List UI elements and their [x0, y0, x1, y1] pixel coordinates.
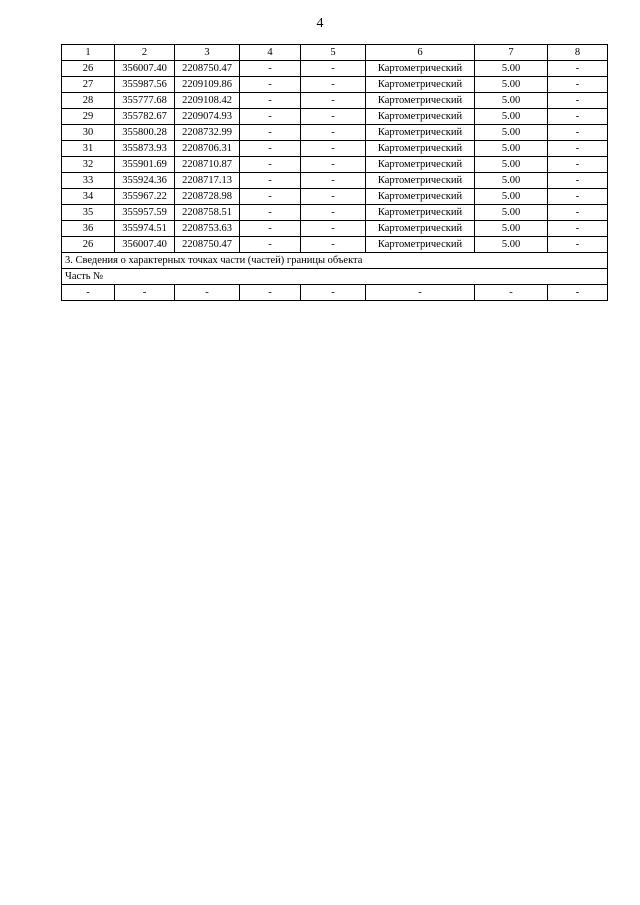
- table-cell: 26: [62, 237, 115, 253]
- table-cell: -: [301, 189, 366, 205]
- table-cell: 4: [240, 45, 301, 61]
- table-cell: 2208758.51: [175, 205, 240, 221]
- section-title-row: [62, 253, 608, 269]
- table-cell: 355987.56: [115, 77, 175, 93]
- table-cell: 2208706.31: [175, 141, 240, 157]
- table-row: [62, 221, 608, 237]
- table-cell: -: [548, 109, 608, 125]
- coordinates-table: [61, 44, 608, 301]
- table-cell: 2209074.93: [175, 109, 240, 125]
- table-cell: -: [301, 61, 366, 77]
- table-cell: -: [548, 157, 608, 173]
- table-row: [62, 141, 608, 157]
- table-cell: 2208750.47: [175, 237, 240, 253]
- table-cell: 5.00: [475, 205, 548, 221]
- table-cell: -: [240, 205, 301, 221]
- table-cell: Картометрический: [366, 93, 475, 109]
- table-cell: Картометрический: [366, 109, 475, 125]
- table-row: [62, 157, 608, 173]
- part-label-row: [62, 269, 608, 285]
- table-cell: 27: [62, 77, 115, 93]
- table-cell: 5.00: [475, 189, 548, 205]
- table-row: [62, 237, 608, 253]
- table-cell: 8: [548, 45, 608, 61]
- table-cell: 31: [62, 141, 115, 157]
- table-cell: -: [301, 141, 366, 157]
- table-cell: -: [548, 173, 608, 189]
- table-cell: Картометрический: [366, 125, 475, 141]
- table-cell: 5.00: [475, 61, 548, 77]
- part-label: Часть №: [62, 269, 608, 285]
- table-cell: Картометрический: [366, 77, 475, 93]
- table-cell: 7: [475, 45, 548, 61]
- table-cell: Картометрический: [366, 141, 475, 157]
- table-cell: 355967.22: [115, 189, 175, 205]
- table-row: [62, 61, 608, 77]
- table-cell: 5.00: [475, 141, 548, 157]
- table-cell: 355957.59: [115, 205, 175, 221]
- table-cell: -: [240, 77, 301, 93]
- table-cell: 2208750.47: [175, 61, 240, 77]
- table-cell: -: [62, 285, 115, 301]
- table-cell: -: [548, 221, 608, 237]
- table-cell: Картометрический: [366, 189, 475, 205]
- table-cell: Картометрический: [366, 157, 475, 173]
- table-cell: -: [548, 61, 608, 77]
- table-cell: 355777.68: [115, 93, 175, 109]
- table-cell: -: [115, 285, 175, 301]
- table-row: [62, 189, 608, 205]
- table-cell: -: [301, 285, 366, 301]
- table-cell: 2209109.86: [175, 77, 240, 93]
- table-empty-row: [62, 285, 608, 301]
- table-cell: -: [240, 157, 301, 173]
- table-row: [62, 205, 608, 221]
- table-row: [62, 93, 608, 109]
- table-cell: -: [301, 157, 366, 173]
- table-cell: -: [240, 125, 301, 141]
- table-cell: 5.00: [475, 93, 548, 109]
- table-cell: 2208728.98: [175, 189, 240, 205]
- table-cell: 355901.69: [115, 157, 175, 173]
- page-number: 4: [316, 16, 324, 31]
- table-cell: 30: [62, 125, 115, 141]
- table-cell: 356007.40: [115, 237, 175, 253]
- table-cell: 2208717.13: [175, 173, 240, 189]
- table-cell: 355974.51: [115, 221, 175, 237]
- table-cell: 355782.67: [115, 109, 175, 125]
- table-cell: Картометрический: [366, 61, 475, 77]
- table-cell: -: [548, 237, 608, 253]
- table-cell: -: [548, 141, 608, 157]
- table-cell: -: [240, 141, 301, 157]
- table-cell: -: [548, 205, 608, 221]
- table-cell: -: [301, 93, 366, 109]
- table-cell: 1: [62, 45, 115, 61]
- table-cell: 6: [366, 45, 475, 61]
- table-cell: 35: [62, 205, 115, 221]
- table-cell: 5.00: [475, 173, 548, 189]
- table-cell: -: [366, 285, 475, 301]
- table-cell: -: [301, 205, 366, 221]
- table-cell: -: [301, 237, 366, 253]
- table-cell: 2208732.99: [175, 125, 240, 141]
- table-cell: -: [548, 93, 608, 109]
- table-cell: -: [240, 173, 301, 189]
- table-cell: -: [548, 77, 608, 93]
- table-cell: 355873.93: [115, 141, 175, 157]
- table-cell: 2208710.87: [175, 157, 240, 173]
- table-cell: 5.00: [475, 221, 548, 237]
- table-cell: 5.00: [475, 77, 548, 93]
- table-cell: 26: [62, 61, 115, 77]
- table-cell: -: [240, 237, 301, 253]
- table-cell: 32: [62, 157, 115, 173]
- table-cell: 5: [301, 45, 366, 61]
- table-cell: 356007.40: [115, 61, 175, 77]
- table-cell: Картометрический: [366, 205, 475, 221]
- table-cell: -: [240, 109, 301, 125]
- table-cell: 5.00: [475, 125, 548, 141]
- table-cell: 2209108.42: [175, 93, 240, 109]
- table-cell: -: [175, 285, 240, 301]
- table-cell: -: [240, 189, 301, 205]
- table-cell: -: [301, 125, 366, 141]
- table-cell: Картометрический: [366, 221, 475, 237]
- table-cell: -: [240, 61, 301, 77]
- section-title: 3. Сведения о характерных точках части (частей) границы объекта: [62, 253, 608, 269]
- table-cell: -: [548, 189, 608, 205]
- table-cell: 34: [62, 189, 115, 205]
- table-row: [62, 109, 608, 125]
- table-cell: 33: [62, 173, 115, 189]
- table-row: [62, 125, 608, 141]
- table-cell: 3: [175, 45, 240, 61]
- table-cell: 29: [62, 109, 115, 125]
- table-cell: 355800.28: [115, 125, 175, 141]
- table-cell: -: [301, 77, 366, 93]
- table-cell: Картометрический: [366, 237, 475, 253]
- table-cell: 5.00: [475, 237, 548, 253]
- table-cell: 2: [115, 45, 175, 61]
- table-cell: 5.00: [475, 109, 548, 125]
- table-cell: -: [301, 109, 366, 125]
- table-cell: -: [240, 285, 301, 301]
- table-cell: 2208753.63: [175, 221, 240, 237]
- table-cell: -: [301, 221, 366, 237]
- table-cell: -: [301, 173, 366, 189]
- table-cell: 355924.36: [115, 173, 175, 189]
- table-cell: -: [548, 125, 608, 141]
- table-cell: -: [240, 93, 301, 109]
- table-header-row: [62, 45, 608, 61]
- table-row: [62, 173, 608, 189]
- table-cell: 36: [62, 221, 115, 237]
- table-row: [62, 77, 608, 93]
- table-cell: 5.00: [475, 157, 548, 173]
- table-cell: Картометрический: [366, 173, 475, 189]
- table-cell: -: [240, 221, 301, 237]
- table-cell: -: [475, 285, 548, 301]
- table-cell: -: [548, 285, 608, 301]
- table-cell: 28: [62, 93, 115, 109]
